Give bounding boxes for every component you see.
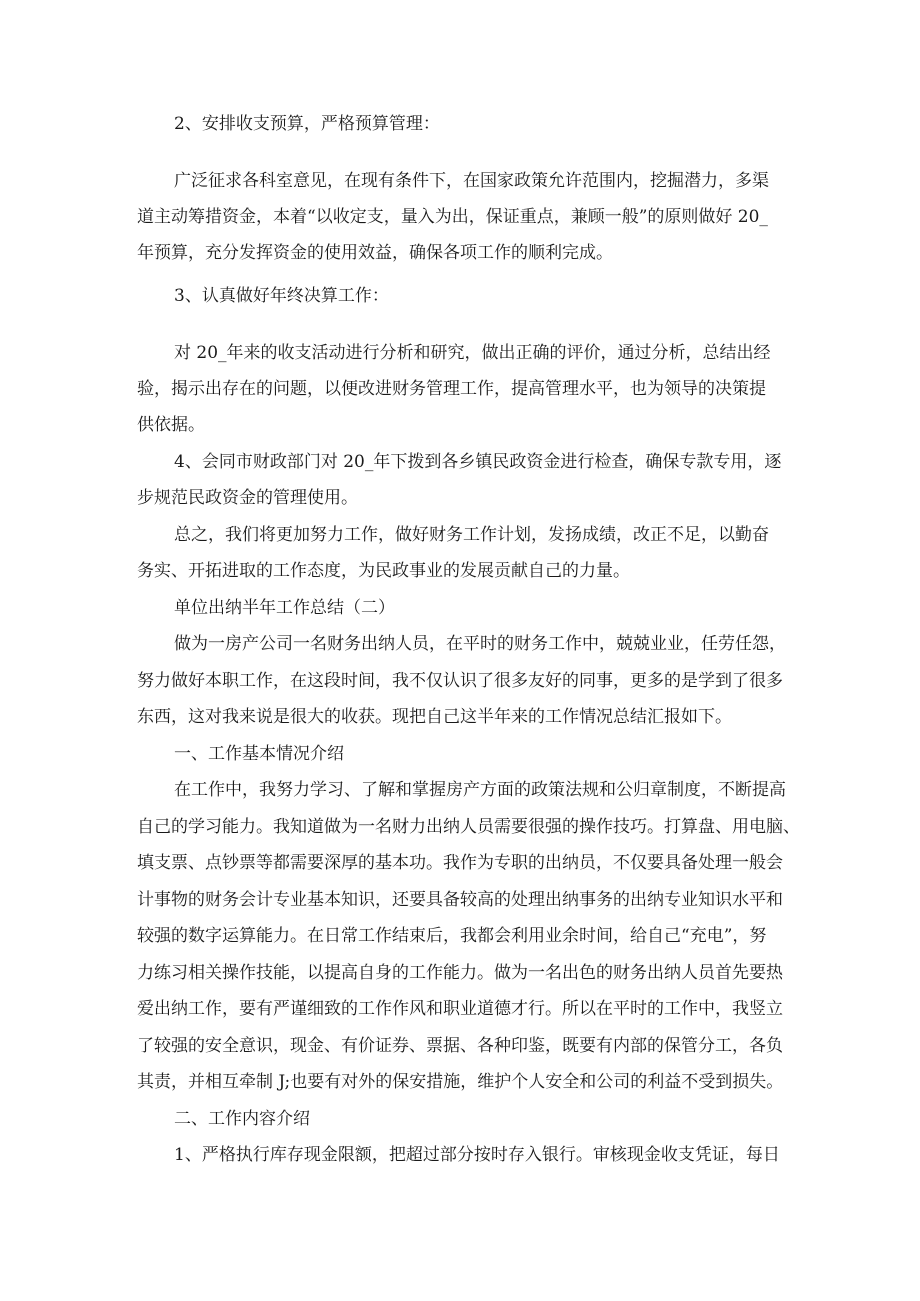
paragraph-line: 做为一房产公司一名财务出纳人员，在平时的财务工作中，兢兢业业，任劳任怨， bbox=[174, 634, 786, 654]
paragraph-line: 年预算，充分发挥资金的使用效益，确保各项工作的顺利完成。 bbox=[137, 243, 613, 263]
paragraph-line: 广泛征求各科室意见，在现有条件下，在国家政策允许范围内，挖掘潜力，多渠 bbox=[174, 171, 769, 191]
heading-final-accounts: 3、认真做好年终决算工作： bbox=[174, 286, 389, 306]
paragraph-line: 自己的学习能力。我知道做为一名财力出纳人员需要很强的操作技巧。打算盘、用电脑、 bbox=[137, 817, 800, 837]
paragraph-line: 力练习相关操作技能，以提高自身的工作能力。做为一名出色的财务出纳人员首先要热 bbox=[137, 963, 783, 983]
paragraph-line: 验，揭示出存在的问题，以便改进财务管理工作，提高管理水平，也为领导的决策提 bbox=[137, 379, 766, 399]
paragraph-line: 步规范民政资金的管理使用。 bbox=[137, 488, 358, 508]
paragraph-line: 努力做好本职工作，在这段时间，我不仅认识了很多友好的同事，更多的是学到了很多 bbox=[137, 671, 783, 691]
heading-work-content: 二、工作内容介绍 bbox=[174, 1109, 310, 1129]
paragraph-line: 其责，并相互牵制 J;也要有对外的保安措施，维护个人安全和公司的利益不受到损失。 bbox=[137, 1072, 784, 1092]
paragraph-line: 较强的数字运算能力。在日常工作结束后，我都会利用业余时间，给自己“充电”，努 bbox=[137, 926, 767, 946]
paragraph-line: 道主动筹措资金，本着“以收定支，量入为出，保证重点，兼顾一般”的原则做好 20_ bbox=[137, 207, 768, 227]
heading-budget-arrangement: 2、安排收支预算，严格预算管理： bbox=[174, 114, 440, 134]
paragraph-line: 4、会同市财政部门对 20_年下拨到各乡镇民政资金进行检查，确保专款专用，逐 bbox=[174, 452, 782, 472]
paragraph-line: 爱出纳工作，要有严谨细致的工作作风和职业道德才行。所以在平时的工作中，我竖立 bbox=[137, 999, 783, 1019]
paragraph-line: 总之，我们将更加努力工作，做好财务工作计划，发扬成绩，改正不足，以勤奋 bbox=[174, 525, 769, 545]
paragraph-line: 在工作中，我努力学习、了解和掌握房产方面的政策法规和公归章制度，不断提高 bbox=[174, 780, 786, 800]
paragraph-line: 东西，这对我来说是很大的收获。现把自己这半年来的工作情况总结汇报如下。 bbox=[137, 707, 732, 727]
paragraph-line: 供依据。 bbox=[137, 415, 205, 435]
paragraph-line: 对 20_年来的收支活动进行分析和研究，做出正确的评价，通过分析，总结出经 bbox=[174, 343, 771, 363]
paragraph-line: 务实、开拓进取的工作态度，为民政事业的发展贡献自己的力量。 bbox=[137, 561, 630, 581]
paragraph-line: 了较强的安全意识，现金、有价证券、票据、各种印鉴，既要有内部的保管分工，各负 bbox=[137, 1036, 783, 1056]
paragraph-line: 计事物的财务会计专业基本知识，还要具备较高的处理出纳事务的出纳专业知识水平和 bbox=[137, 890, 783, 910]
paragraph-line: 填支票、点钞票等都需要深厚的基本功。我作为专职的出纳员，不仅要具备处理一般会 bbox=[137, 853, 783, 873]
heading-basic-situation: 一、工作基本情况介绍 bbox=[174, 744, 344, 764]
section-title: 单位出纳半年工作总结（二） bbox=[174, 598, 395, 618]
paragraph-line: 1、严格执行库存现金限额，把超过部分按时存入银行。审核现金收支凭证，每日 bbox=[174, 1145, 780, 1165]
